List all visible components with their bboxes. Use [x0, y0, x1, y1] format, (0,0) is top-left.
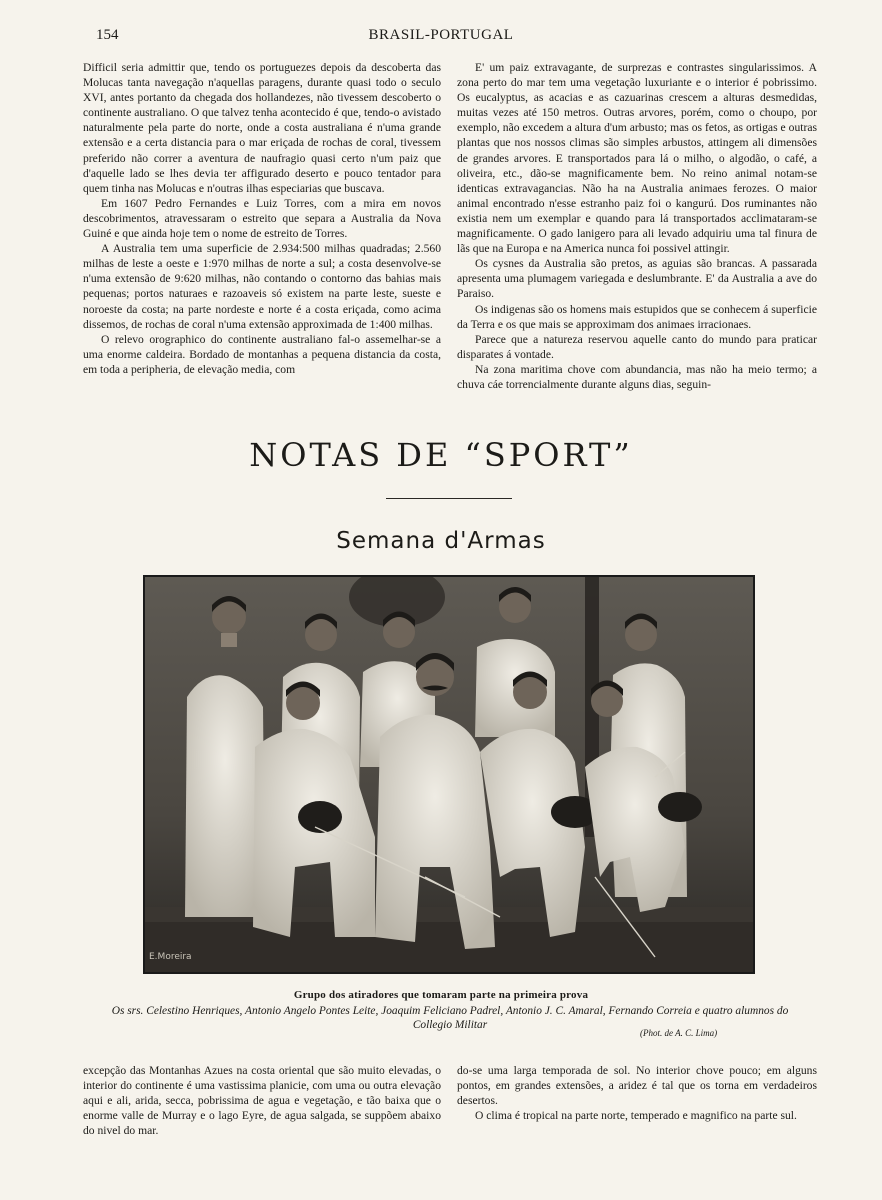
text-column-bottom-left [83, 1063, 441, 1138]
text-column-top-right [457, 60, 817, 392]
paragraph: E' um paiz extravagante, de surprezas e contrastes singularissimos. A zona perto do mar tem uma vegetação luxuriante e o interior é pobrissimo. Os eucalyptus, as acacias e as cazuarinas crescem a alturas desmedidas, muitas vezes até 150 metros. Outras arvores, porém, como o choupo, por exemplo, não excedem a altura d'um arbusto; mas os fetos, as ortigas e outras plantas que nos nossos climas são simples arbustos, attingem ali dimensões de grandes arvores. E transportados para lá o milho, o algodão, o café, a oliveira, etc., dão-se magnificamente bem. No reino animal notam-se identicas extravagancias. Não ha na Australia animaes ferozes. O maior animal encontrado n'esse estranho paiz foi o kangurú. Dos ruminantes não existia nem um exemplar e quando para lá transportados acclimataram-se magnificamente. O gado lanigero para ali levado adquiriu uma tal finura de lãs que na Europa e na America nunca foi possivel attingir. [457, 61, 817, 256]
paragraph: do-se uma larga temporada de sol. No interior chove pouco; em alguns pontos, em grandes extensões, a aridez é tal que os torna em verdadeiros desertos. [457, 1064, 817, 1108]
paragraph: Os indigenas são os homens mais estupidos que se conhecem á superficie da Terra e os que mais se approximam dos animaes irracionaes. [457, 302, 817, 331]
running-header: BRASIL-PORTUGAL [368, 27, 514, 43]
paragraph: Difficil seria admittir que, tendo os portuguezes depois da descoberta das Molucas tanta navegação n'aquellas paragens, durante quasi todo o seculo XVI, antes portanto da chegada dos hollandezes, não tivessem descoberto o continente australiano. O que talvez tenha acontecido é que, tendo-o avistado naturalmente pela parte do norte, onde a costa australiana é n'uma grande extensão e a certa distancia para o mar eriçada de rochas de coral, tivessem preferido não correr a aventura de naufragio quasi certo n'um paiz que d'aquelle lado se lhes devia ter affigurado deserto e pouco tentador para quem tinha nas Molucas e n'outras ilhas especiarias que buscava. [83, 61, 441, 195]
photo-caption-title: Grupo dos atiradores que tomaram parte na primeira prova [293, 989, 589, 1001]
text-column-bottom-right [457, 1063, 817, 1123]
paragraph: O relevo orographico do continente australiano fal-o assemelhar-se a uma enorme caldeira. Bordado de montanhas a pequena distancia da costa, em toda a peripheria, de elevação media, com [83, 332, 441, 376]
fencing-group-photo [143, 575, 755, 974]
article-subtitle: Semana d'Armas [336, 528, 546, 554]
divider-rule [386, 498, 512, 499]
text-column-top-left [83, 60, 441, 377]
page-number: 154 [96, 27, 119, 43]
photo-caption-names: Os srs. Celestino Henriques, Antonio Angelo Pontes Leite, Joaquim Feliciano Padrel, Antonio J. C. Amaral, Fernando Correia e quatro alumnos do Collegio Militar [111, 1005, 789, 1031]
photographer-mark: E.Moreira [149, 952, 192, 962]
paragraph: Parece que a natureza reservou aquelle canto do mundo para praticar disparates á vontade. [457, 332, 817, 361]
paragraph: A Australia tem uma superficie de 2.934:500 milhas quadradas; 2.560 milhas de leste a oeste e 1:970 milhas de norte a sul; a costa desenvolve-se n'uma extensão de 9:620 milhas, não contando o contorno das bahias mais pequenas; portos naturaes e razoaveis só existem na parte leste, sueste e noroeste da costa; na parte nordeste e norte é a costa eriçada, como acima dissemos, de rochas de coral n'uma extensão approximada de 1:400 milhas. [83, 242, 441, 331]
paragraph: Em 1607 Pedro Fernandes e Luiz Torres, com a mira em novos descobrimentos, atravessaram o estreito que separa a Australia da Nova Guiné e que ainda hoje tem o nome de estreito de Torres. [83, 196, 441, 241]
photo-illustration [145, 577, 753, 972]
paragraph: Os cysnes da Australia são pretos, as aguias são brancas. A passarada apresenta uma plumagem variegada e deslumbrante. E' da Australia a ave do Paraiso. [457, 257, 817, 301]
paragraph: excepção das Montanhas Azues na costa oriental que são muito elevadas, o interior do continente é uma vastissima planicie, com uma ou outra elevação aqui e ali, arida, secca, pobrissima de agua e vegetação, e tão baixa que o enorme valle de Murray e o lago Eyre, de agua salgada, se suppõem abaixo do nivel do mar. [83, 1064, 441, 1138]
paragraph: Na zona maritima chove com abundancia, mas não ha meio termo; a chuva cáe torrencialmente durante alguns dias, seguin- [457, 362, 817, 391]
section-title: NOTAS DE “SPORT” [249, 436, 633, 474]
photo-credit: (Phot. de A. C. Lima) [640, 1028, 718, 1038]
paragraph: O clima é tropical na parte norte, temperado e magnifico na parte sul. [475, 1109, 797, 1123]
